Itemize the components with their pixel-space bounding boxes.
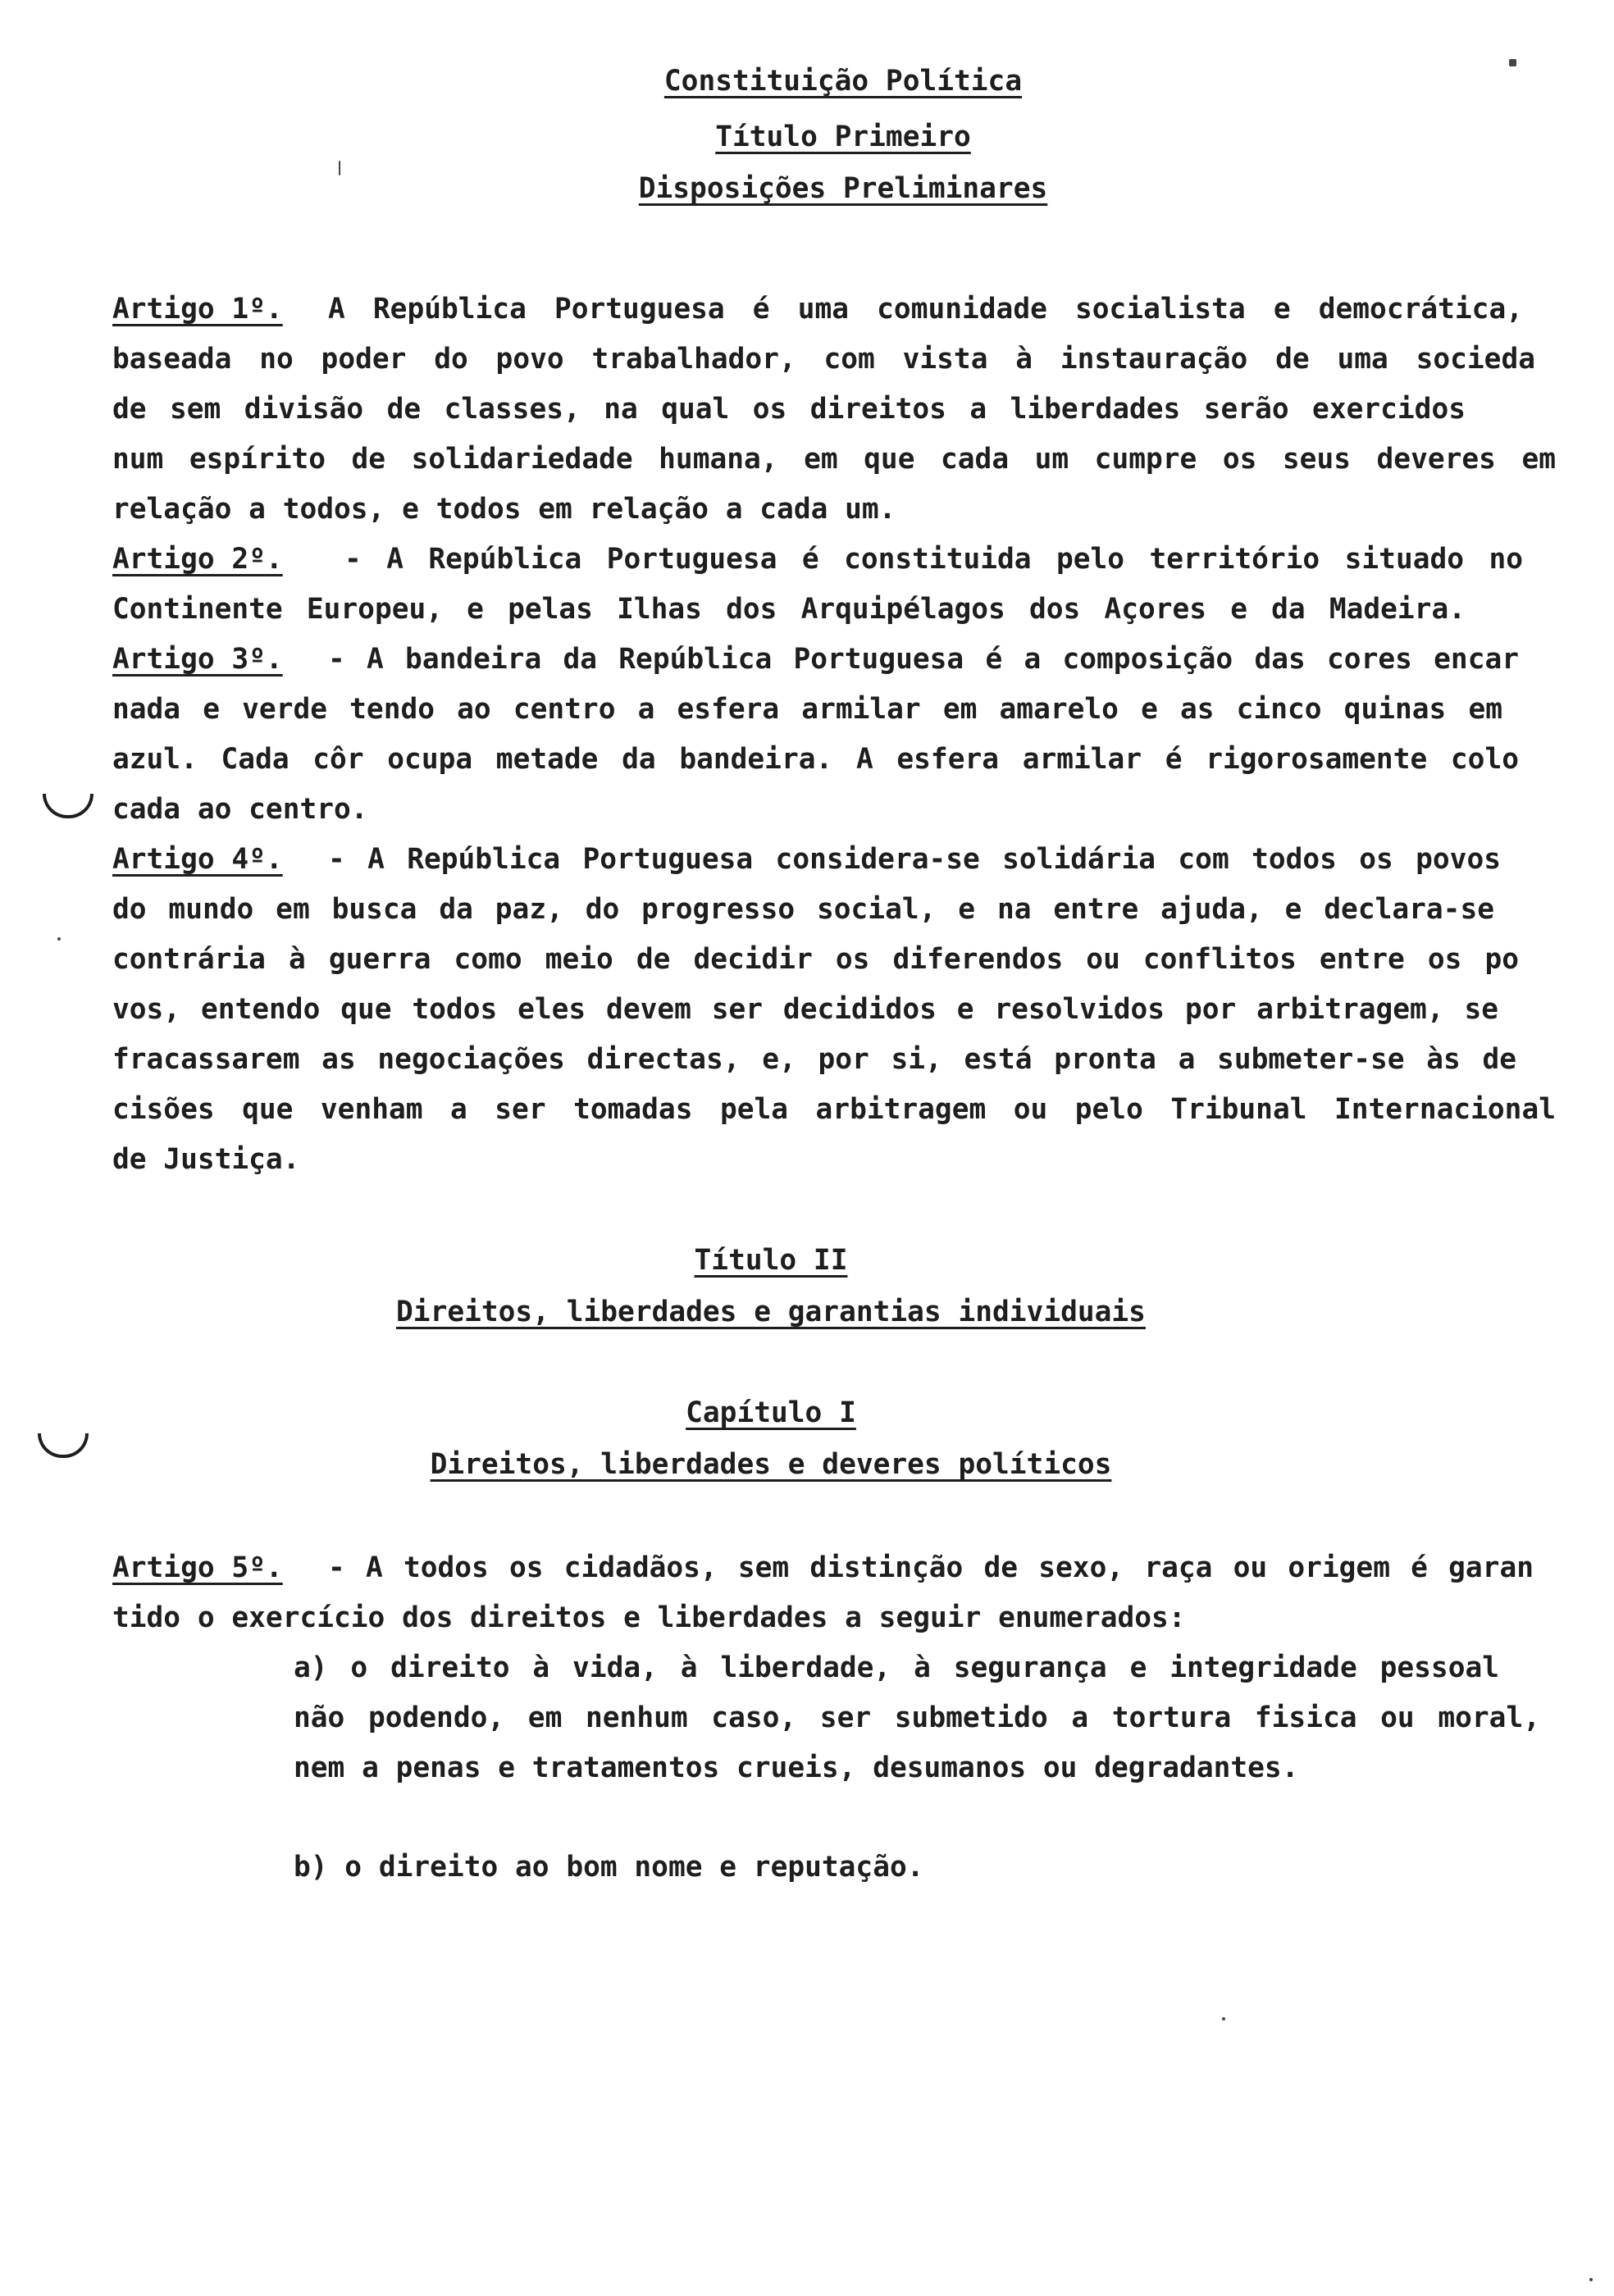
article-line: azul. Cada côr ocupa metade da bandeira. A esfera armilar é rigorosamente colo — [112, 743, 1519, 776]
article-line: - A República Portuguesa considera-se solidária com todos os povos — [328, 843, 1501, 876]
title-ii-heading: Título II — [694, 1244, 848, 1277]
article-line: de sem divisão de classes, na qual os direitos a liberdades serão exercidos — [112, 393, 1466, 426]
chapter-i-heading: Capítulo I — [686, 1396, 856, 1429]
article-line: fracassarem as negociações directas, e, por si, está pronta a submeter-se às de — [112, 1043, 1516, 1076]
preliminary-provisions-heading: Disposições Preliminares — [638, 172, 1048, 205]
article-line: do mundo em busca da paz, do progresso social, e na entre ajuda, e declara-se — [112, 893, 1494, 926]
article-label: Artigo 2º. — [112, 543, 283, 576]
article-label: Artigo 5º. — [112, 1551, 283, 1584]
article-line: num espírito de solidariedade humana, em que cada um cumpre os seus deveres em — [112, 443, 1556, 476]
ink-speck — [57, 937, 61, 941]
article-line: cisões que venham a ser tomadas pela arbitragem ou pelo Tribunal Internacional — [112, 1093, 1556, 1126]
ink-speck — [1222, 2017, 1225, 2020]
article-line: vos, entendo que todos eles devem ser decididos e resolvidos por arbitragem, se — [112, 993, 1498, 1026]
article-line: nada e verde tendo ao centro a esfera armilar em amarelo e as cinco quinas em — [112, 693, 1502, 726]
ink-speck — [1589, 2278, 1593, 2281]
margin-check-mark — [43, 794, 93, 818]
article-line: contrária à guerra como meio de decidir os diferendos ou conflitos entre os po — [112, 943, 1519, 976]
item-a-line: nem a penas e tratamentos crueis, desumanos ou degradantes. — [294, 1752, 1299, 1784]
article-line: de Justiça. — [112, 1143, 300, 1176]
article-line: Continente Europeu, e pelas Ilhas dos Arquipélagos dos Açores e da Madeira. — [112, 593, 1466, 626]
item-a-line: a) o direito à vida, à liberdade, à segurança e integridade pessoal — [294, 1651, 1499, 1684]
article-line: - A bandeira da República Portuguesa é a composição das cores encar — [328, 643, 1519, 676]
ink-speck — [1509, 59, 1516, 66]
article-label: Artigo 4º. — [112, 843, 283, 876]
item-b-line: b) o direito ao bom nome e reputação. — [294, 1851, 924, 1884]
title-primeiro: Título Primeiro — [715, 121, 971, 153]
article-line: tido o exercício dos direitos e liberdades a seguir enumerados: — [112, 1601, 1186, 1634]
article-line: A República Portuguesa é uma comunidade socialista e democrática, — [328, 293, 1523, 326]
chapter-i-subheading: Direitos, liberdades e deveres políticos — [430, 1448, 1112, 1481]
title-ii-subheading: Direitos, liberdades e garantias individuais — [396, 1296, 1146, 1328]
article-line: baseada no poder do povo trabalhador, com vista à instauração de uma socieda — [112, 343, 1535, 376]
ink-speck — [339, 161, 340, 175]
document-title: Constituição Política — [663, 65, 1023, 98]
article-label: Artigo 1º. — [112, 293, 283, 326]
article-line: - A todos os cidadãos, sem distinção de sexo, raça ou origem é garan — [328, 1551, 1534, 1584]
article-line: cada ao centro. — [112, 793, 368, 826]
item-a-line: não podendo, em nenhum caso, ser submetido a tortura fisica ou moral, — [294, 1702, 1540, 1734]
article-line: relação a todos, e todos em relação a cada um. — [112, 493, 896, 526]
article-label: Artigo 3º. — [112, 643, 283, 676]
article-line: - A República Portuguesa é constituida pelo território situado no — [344, 543, 1523, 576]
